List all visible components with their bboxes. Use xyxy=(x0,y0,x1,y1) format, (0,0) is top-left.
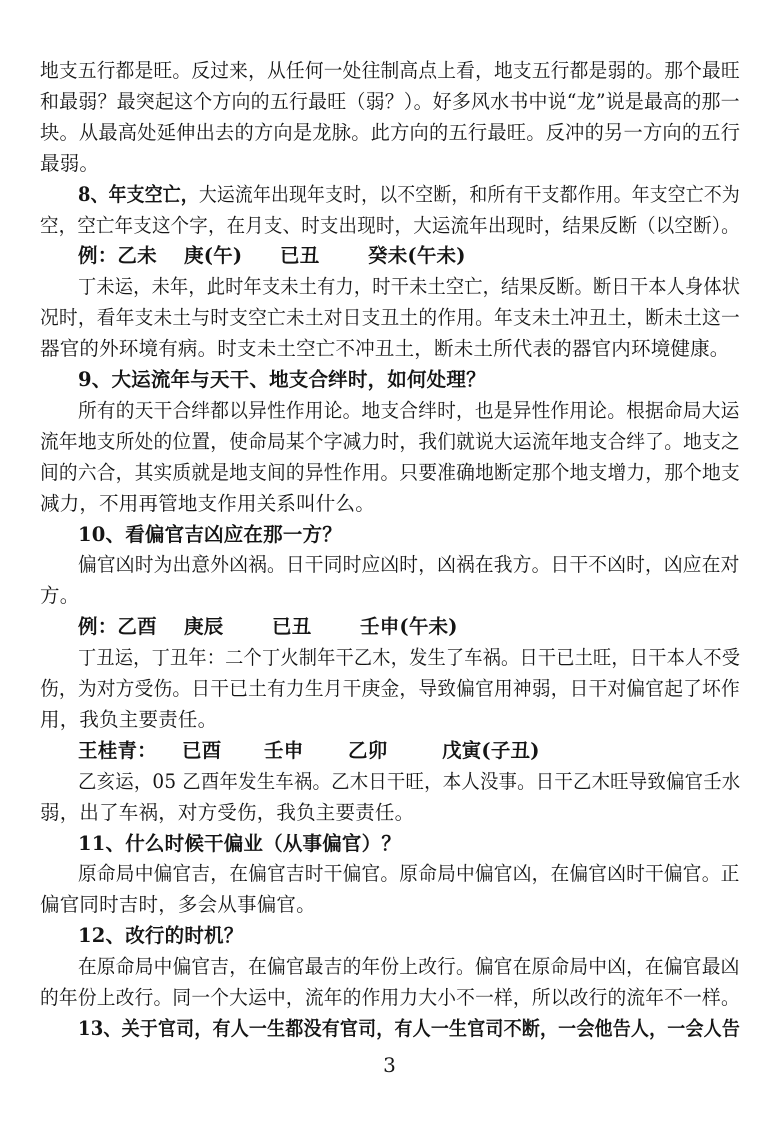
example-cell: 壬申 xyxy=(264,739,304,762)
example-cell: 戊寅(子丑) xyxy=(442,739,540,762)
text-line: 地支五行都是旺。反过来，从任何一处往制高点上看，地支五行都是弱的。那个最旺 xyxy=(40,59,740,82)
section-11-title: 11、什么时候干偏业（从事偏官）？ xyxy=(78,832,402,855)
text-line: 块。从最高处延伸出去的方向是龙脉。此方向的五行最旺。反冲的另一方向的五行 xyxy=(40,121,741,144)
example-cell: 例：乙酉 xyxy=(78,615,157,638)
section-8-first-line xyxy=(78,182,740,208)
section-8-title: 8、年支空亡， xyxy=(78,183,199,206)
example-row xyxy=(78,738,740,764)
text-line: 偏官同时吉时，多会从事偏官。 xyxy=(40,893,316,916)
text-line: 方。 xyxy=(40,584,80,607)
text-line: 和最弱？最突起这个方向的五行最旺（弱？）。好多风水书中说“龙”说是最高的那一 xyxy=(40,90,740,113)
text-line: 丁丑运，丁丑年：二个丁火制年干乙木，发生了车祸。日干已土旺，日干本人不受 xyxy=(78,646,741,669)
text-line: 弱，出了车祸，对方受伤，我负主要责任。 xyxy=(40,801,415,824)
text-line: 最弱。 xyxy=(40,152,100,175)
section-8-text: 大运流年出现年支时，以不空断，和所有干支都作用。年支空亡不为 xyxy=(198,183,740,206)
text-line: 乙亥运，05 乙酉年发生车祸。乙木日干旺，本人没事。日干乙木旺导致偏官壬水 xyxy=(78,770,741,793)
text-line: 偏官凶时为出意外凶祸。日干同时应凶时，凶祸在我方。日干不凶时，凶应在对 xyxy=(78,553,740,576)
example-row xyxy=(78,614,740,640)
example-cell: 例：乙未 xyxy=(78,244,157,267)
section-13-title: 13、关于官司，有人一生都没有官司，有人一生官司不断，一会他告人，一会人告 xyxy=(78,1017,741,1040)
example-cell: 已酉 xyxy=(182,739,222,762)
example-cell: 王桂青： xyxy=(78,739,157,762)
text-line: 减力，不用再管地支作用关系叫什么。 xyxy=(40,492,375,515)
example-row xyxy=(78,243,740,269)
text-line: 用，我负主要责任。 xyxy=(40,708,218,731)
text-line: 况时，看年支未土与时支空亡未土对日支丑土的作用。年支未土冲丑土，断未土这一 xyxy=(40,306,740,329)
text-line: 所有的天干合绊都以异性作用论。地支合绊时，也是异性作用论。根据命局大运 xyxy=(78,399,740,422)
text-line: 器官的外环境有病。时支未土空亡不冲丑土，断未土所代表的器官内环境健康。 xyxy=(40,337,730,360)
example-cell: 已丑 xyxy=(272,615,312,638)
text-line: 流年地支所处的位置，使命局某个字减力时，我们就说大运流年地支合绊了。地支之 xyxy=(40,430,740,453)
text-line: 的年份上改行。同一个大运中，流年的作用力大小不一样，所以改行的流年不一样。 xyxy=(40,986,740,1009)
section-10-title: 10、看偏官吉凶应在那一方？ xyxy=(78,523,342,546)
example-cell: 乙卯 xyxy=(348,739,388,762)
text-line: 伤，为对方受伤。日干已土有力生月干庚金，导致偏官用神弱，日干对偏官起了坏作 xyxy=(40,677,740,700)
text-line: 空，空亡年支这个字，在月支、时支出现时，大运流年出现时，结果反断（以空断）。 xyxy=(40,214,740,237)
text-line: 丁未运，未年，此时年支未土有力，时干未土空亡，结果反断。断日干本人身体状 xyxy=(78,275,741,298)
text-line: 间的六合，其实质就是地支间的异性作用。只要准确地断定那个地支增力，那个地支 xyxy=(40,461,740,484)
example-cell: 庚辰 xyxy=(184,615,224,638)
example-cell: 癸未(午未) xyxy=(368,244,466,267)
example-cell: 壬申(午未) xyxy=(360,615,458,638)
section-12-title: 12、改行的时机？ xyxy=(78,924,244,947)
example-cell: 已丑 xyxy=(280,244,320,267)
page-number: 3 xyxy=(383,1053,396,1077)
section-9-title: 9、大运流年与天干、地支合绊时，如何处理？ xyxy=(78,368,486,391)
text-line: 在原命局中偏官吉，在偏官最吉的年份上改行。偏官在原命局中凶，在偏官最凶 xyxy=(78,955,740,978)
example-cell: 庚(午) xyxy=(184,244,243,267)
text-line: 原命局中偏官吉，在偏官吉时干偏官。原命局中偏官凶，在偏官凶时干偏官。正 xyxy=(78,862,740,885)
